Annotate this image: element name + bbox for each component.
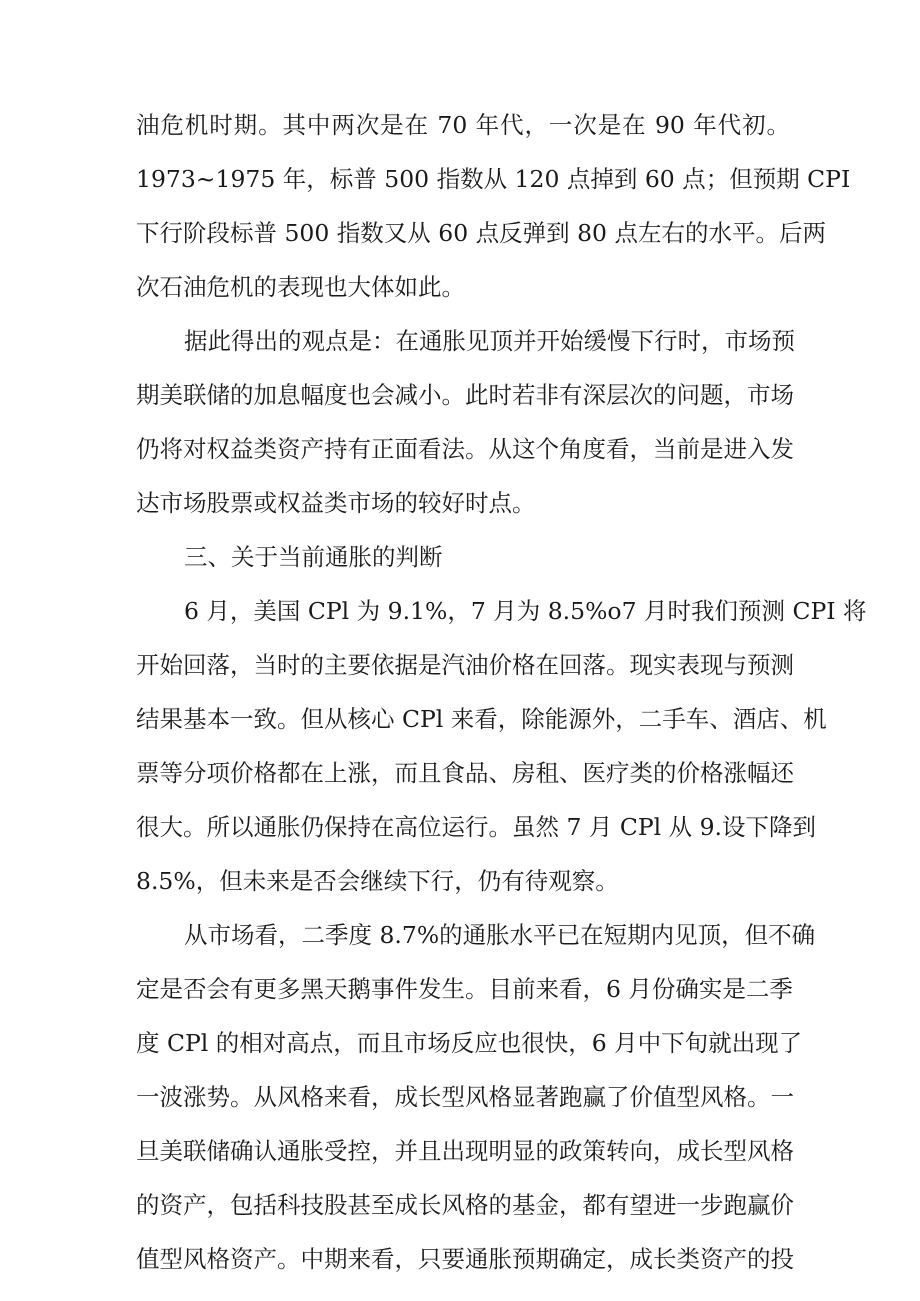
paragraph-line: 仍将对权益类资产持有正面看法。从这个角度看，当前是进入发: [136, 435, 794, 463]
paragraph-line: 8.5%，但未来是否会继续下行，仍有待观察。: [136, 867, 619, 895]
paragraph-line: 油危机时期。其中两次是在 70 年代，一次是在 90 年代初。: [136, 111, 790, 139]
paragraph-line: 期美联储的加息幅度也会减小。此时若非有深层次的问题，市场: [136, 381, 794, 409]
paragraph-line: 值型风格资产。中期来看，只要通胀预期确定，成长类资产的投: [136, 1245, 794, 1273]
paragraph-line: 一波涨势。从风格来看，成长型风格显著跑赢了价值型风格。一: [136, 1083, 794, 1111]
paragraph-line: 很大。所以通胀仍保持在高位运行。虽然 7 月 CPl 从 9.设下降到: [136, 813, 817, 841]
paragraph-line: 旦美联储确认通胀受控，并且出现明显的政策转向，成长型风格: [136, 1137, 794, 1165]
paragraph-line: 度 CPl 的相对高点，而且市场反应也很快，6 月中下旬就出现了: [136, 1029, 803, 1057]
paragraph-line: 据此得出的观点是：在通胀见顶并开始缓慢下行时，市场预: [184, 327, 795, 355]
paragraph-line: 定是否会有更多黑天鹅事件发生。目前来看，6 月份确实是二季: [136, 975, 793, 1003]
paragraph-line: 从市场看，二季度 8.7%的通胀水平已在短期内见顶，但不确: [184, 921, 816, 949]
paragraph-line: 结果基本一致。但从核心 CPl 来看，除能源外，二手车、酒店、机: [136, 705, 827, 733]
paragraph-line: 开始回落，当时的主要依据是汽油价格在回落。现实表现与预测: [136, 651, 794, 679]
paragraph-line: 达市场股票或权益类市场的较好时点。: [136, 489, 536, 517]
paragraph-line: 下行阶段标普 500 指数又从 60 点反弹到 80 点左右的水平。后两: [136, 219, 826, 247]
paragraph-line: 次石油危机的表现也大体如此。: [136, 273, 465, 301]
paragraph-line: 的资产，包括科技股甚至成长风格的基金，都有望进一步跑赢价: [136, 1191, 794, 1219]
paragraph-line: 票等分项价格都在上涨，而且食品、房租、医疗类的价格涨幅还: [136, 759, 794, 787]
paragraph-line: 6 月，美国 CPl 为 9.1%，7 月为 8.5%o7 月时我们预测 CPI 将: [184, 597, 867, 625]
section-heading: 三、关于当前通胀的判断: [184, 543, 443, 571]
paragraph-line: 1973~1975 年，标普 500 指数从 120 点掉到 60 点；但预期 CPI: [136, 165, 851, 193]
